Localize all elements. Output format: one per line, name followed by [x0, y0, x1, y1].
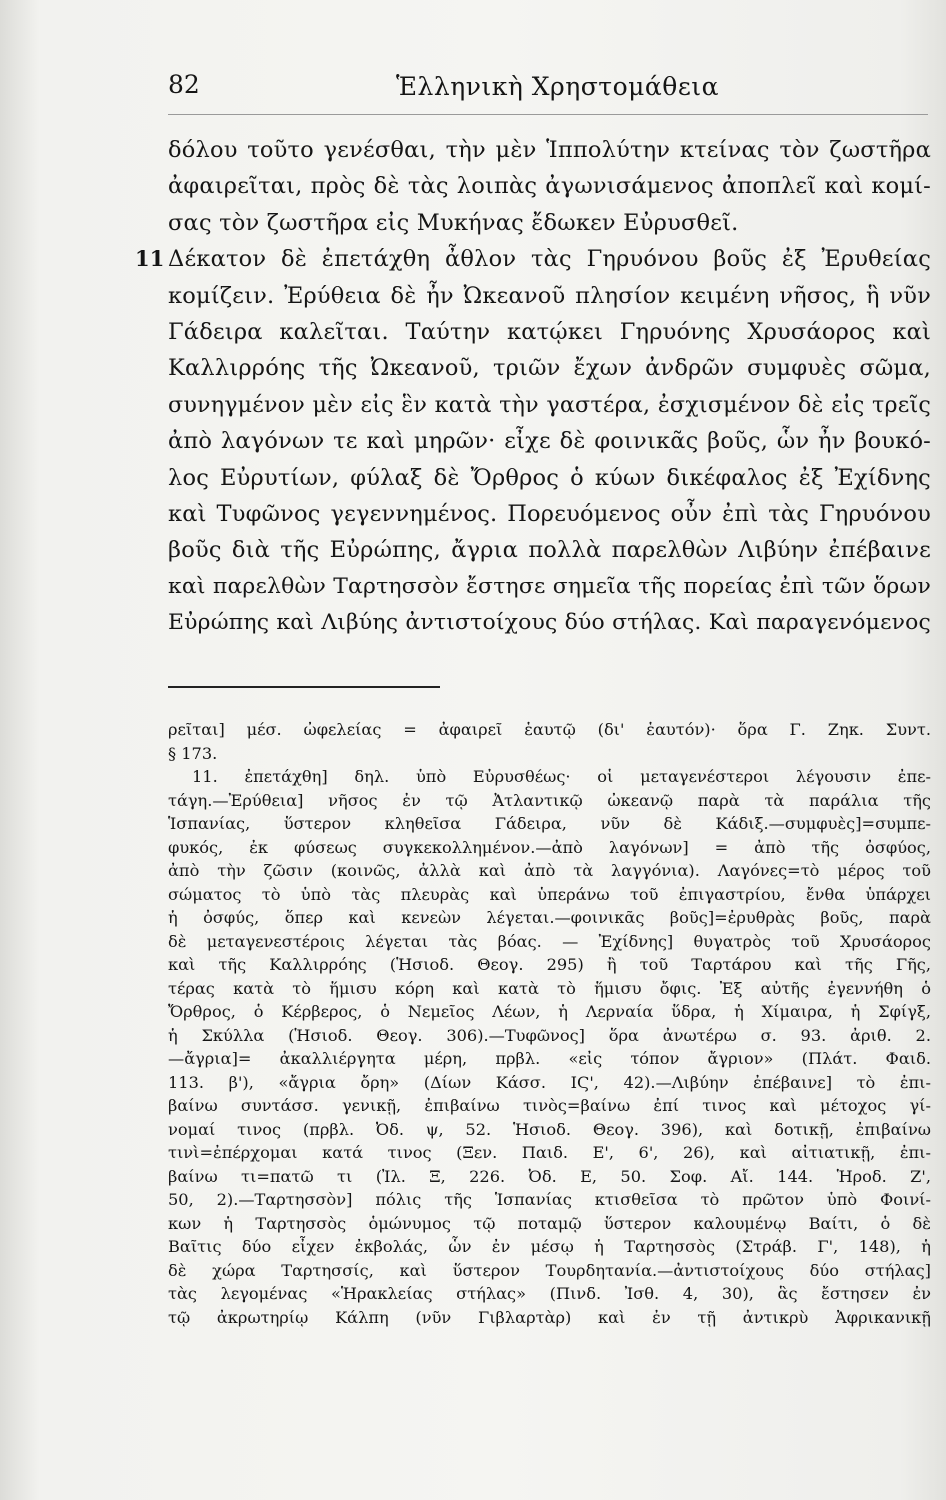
text-line: Γάδειρα καλεῖται. Ταύτην κατῴκει Γηρυόνης Χρυσάορος καὶ [168, 318, 931, 345]
note-line: δὲ χώρα Ταρτησσίς, καὶ ὕστερον Τουρδητανία.—ἀντιστοίχους δύο στήλας] [168, 1260, 931, 1280]
section-number: 11 [135, 246, 165, 272]
note-line: κων ἡ Ταρτησσὸς ὁμώνυμος τῷ ποταμῷ ὕστερον καλουμένῳ Βαίτι, ὁ δὲ [168, 1213, 931, 1233]
note-line: τάγη.—Ἐρύθεια] νῆσος ἐν τῷ Ἀτλαντικῷ ὠκεανῷ παρὰ τὰ παράλια τῆς [168, 790, 931, 810]
note-line: τῷ ἀκρωτηρίῳ Κάλπη (νῦν Γιβλαρτὰρ) καὶ ἐν τῇ ἀντικρὺ Ἀφρικανικῇ [168, 1307, 931, 1327]
note-line: βαίνω συντάσσ. γενικῇ, ἐπιβαίνω τινὸς=βαίνω ἐπί τινος καὶ μέτοχος γί- [168, 1096, 931, 1115]
note-line: νομαί τινος (πρβλ. Ὀδ. ψ, 52. Ἡσιοδ. Θεογ. 396), καὶ δοτικῇ, ἐπιβαίνω [168, 1119, 931, 1139]
note-line: Ὄρθρος, ὁ Κέρβερος, ὁ Νεμεῖος Λέων, ἡ Λερναία ὕδρα, ἡ Χίμαιρα, ἡ Σφίγξ, [168, 1002, 931, 1021]
running-title: Ἑλληνικὴ Χρηστομάθεια [396, 72, 719, 101]
text-line: καὶ παρελθὼν Ταρτησσὸν ἔστησε σημεῖα τῆς πορείας ἐπὶ τῶν ὅρων [168, 573, 931, 599]
note-line: 50, 2).—Ταρτησσὸν] πόλις τῆς Ἱσπανίας κτισθεῖσα τὸ πρῶτον ὑπὸ Φοινί- [168, 1190, 931, 1209]
note-line: Βαῖτις δύο εἶχεν ἐκβολάς, ὧν ἐν μέσῳ ἡ Ταρτησσὸς (Στράβ. Γ', 148), ἡ [168, 1237, 931, 1256]
note-line: § 173. [168, 743, 218, 763]
note-line: ἀπὸ τὴν ζῶσιν (κοινῶς, ἀλλὰ καὶ ἀπὸ τὰ λαγγόνια). Λαγόνες=τὸ μέρος τοῦ [168, 861, 931, 880]
text-line: βοῦς διὰ τῆς Εὐρώπης, ἄγρια πολλὰ παρελθὼν Λιβύην ἐπέβαινε [168, 537, 931, 564]
text-line: συνηγμένον μὲν εἰς ἓν κατὰ τὴν γαστέρα, ἐσχισμένον δὲ εἰς τρεῖς [168, 391, 931, 418]
note-line: σώματος τὸ ὑπὸ τὰς πλευρὰς καὶ ὑπεράνω τοῦ ἐπιγαστρίου, ἔνθα ὑπάρχει [168, 884, 931, 904]
note-line: ἡ ὀσφύς, ὅπερ καὶ κενεὼν λέγεται.—φοινικᾶς βοῦς]=ἐρυθρὰς βοῦς, παρὰ [168, 908, 931, 927]
note-line: τὰς λεγομένας «Ἡρακλείας στήλας» (Πινδ. Ἰσθ. 4, 30), ἃς ἔστησεν ἐν [168, 1284, 931, 1303]
note-line: 113. β'), «ἄγρια ὄρη» (Δίων Κάσσ. ΙϚ', 42).—Λιβύην ἐπέβαινε] τὸ ἐπι- [168, 1072, 931, 1092]
header-rule [168, 114, 928, 115]
note-line: τέρας κατὰ τὸ ἥμισυ κόρη καὶ κατὰ τὸ ἥμισυ ὄφις. Ἐξ αὐτῆς ἐγεννήθη ὁ [168, 978, 931, 998]
note-line: δὲ μεταγενεστέροις λέγεται τὰς βόας. — Ἐχίδνης] θυγατρὸς τοῦ Χρυσάορος [168, 931, 931, 951]
text-line: ἀπὸ λαγόνων τε καὶ μηρῶν· εἶχε δὲ φοινικᾶς βοῦς, ὧν ἦν βουκό- [168, 428, 931, 455]
text-line: Καλλιρρόης τῆς Ὠκεανοῦ, τριῶν ἔχων ἀνδρῶν συμφυὲς σῶμα, [168, 355, 931, 382]
text-line: Εὐρώπης καὶ Λιβύης ἀντιστοίχους δύο στήλας. Καὶ παραγενόμενος [168, 610, 931, 636]
footnote-rule [168, 686, 440, 688]
text-line: δόλου τοῦτο γενέσθαι, τὴν μὲν Ἱππολύτην κτείνας τὸν ζωστῆρα [168, 137, 931, 163]
note-line: φυκός, ἐκ φύσεως συγκεκολλημένον.—ἀπὸ λαγόνων] = ἀπὸ τῆς ὀσφύος, [168, 837, 931, 857]
text-line: καὶ Τυφῶνος γεγεννημένος. Πορευόμενος οὖν ἐπὶ τὰς Γηρυόνου [168, 500, 931, 527]
note-line: καὶ τῆς Καλλιρρόης (Ἡσιοδ. Θεογ. 295) ἢ τοῦ Ταρτάρου καὶ τῆς Γῆς, [168, 955, 931, 974]
commentary-notes [168, 718, 931, 1329]
note-line: ρεῖται] μέσ. ὠφελείας = ἀφαιρεῖ ἑαυτῷ (δι' ἑαυτόν)· ὅρα Γ. Ζηκ. Συντ. [168, 720, 931, 739]
page-number: 82 [168, 70, 200, 99]
main-text [135, 132, 931, 641]
page-header [168, 66, 928, 108]
note-line: Ἱσπανίας, ὕστερον κληθεῖσα Γάδειρα, νῦν δὲ Κάδιξ.—συμφυὲς]=συμπε- [168, 814, 931, 833]
note-line: 11. ἐπετάχθη] δηλ. ὑπὸ Εὐρυσθέως· οἱ μεταγενέστεροι λέγουσιν ἐπε- [192, 767, 931, 786]
note-line: ἡ Σκύλλα (Ἡσιοδ. Θεογ. 306).—Τυφῶνος] ὅρα ἀνωτέρω σ. 93. ἀριθ. 2. [168, 1025, 931, 1045]
note-line: βαίνω τι=πατῶ τι (Ἰλ. Ξ, 226. Ὀδ. Ε, 50. Σοφ. Αἴ. 144. Ἡροδ. Ζ', [168, 1166, 931, 1186]
text-line: σας τὸν ζωστῆρα εἰς Μυκήνας ἔδωκεν Εὐρυσθεῖ. [168, 209, 739, 236]
text-line: λος Εὐρυτίων, φύλαξ δὲ Ὄρθρος ὁ κύων δικέφαλος ἐξ Ἐχίδνης [168, 464, 931, 491]
text-line: ἀφαιρεῖται, πρὸς δὲ τὰς λοιπὰς ἀγωνισάμενος ἀποπλεῖ καὶ κομί- [168, 173, 931, 200]
note-line: —ἄγρια]= ἀκαλλιέργητα μέρη, πρβλ. «εἰς τόπον ἄγριον» (Πλάτ. Φαιδ. [168, 1049, 931, 1068]
text-line: κομίζειν. Ἐρύθεια δὲ ἦν Ὠκεανοῦ πλησίον κειμένη νῆσος, ἣ νῦν [168, 282, 931, 309]
note-line: τινὶ=ἐπέρχομαι κατά τινος (Ξεν. Παιδ. Ε', 6', 26), καὶ αἰτιατικῇ, ἐπι- [168, 1143, 931, 1162]
text-line: 11 Δέκατον δὲ ἐπετάχθη ἆθλον τὰς Γηρυόνου βοῦς ἐξ Ἐρυθείας [168, 241, 931, 277]
